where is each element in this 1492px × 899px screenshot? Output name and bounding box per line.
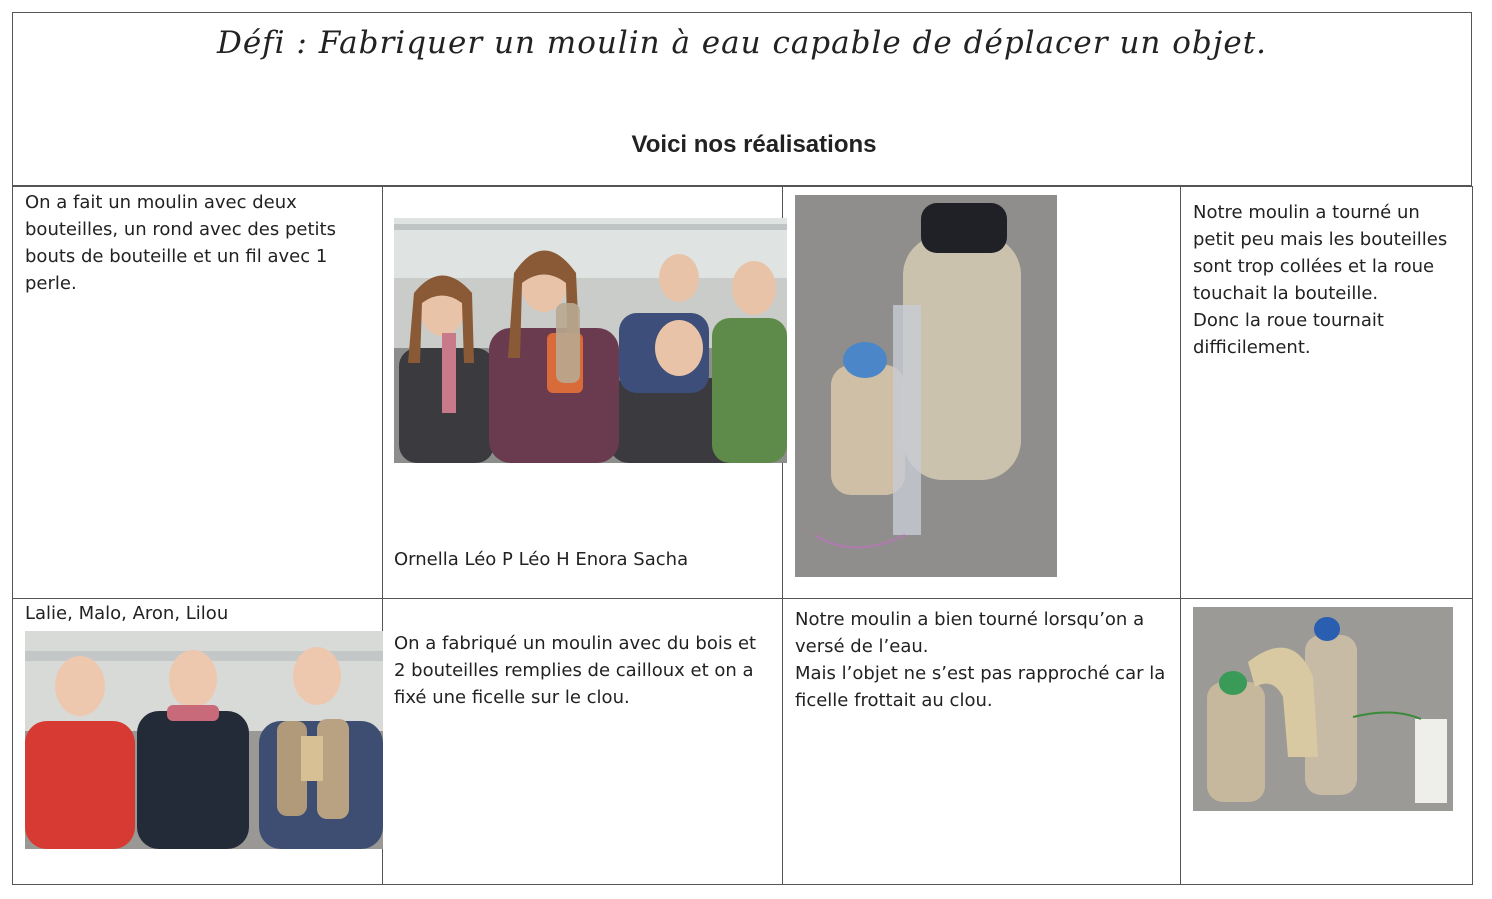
row2-model-photo-cell	[1181, 599, 1473, 885]
row2-result-text	[783, 599, 1180, 714]
group1-children-photo	[394, 218, 787, 463]
results-table	[12, 186, 1473, 885]
row2-result-line: Mais l’objet ne s’est pas rapproché car la ficelle frottait au clou.	[795, 663, 1166, 711]
group1-water-mill-photo	[795, 195, 1057, 577]
page-title: Défi : Fabriquer un moulin à eau capable de déplacer un objet.	[216, 25, 1268, 61]
row1-group-photo-cell	[383, 187, 783, 599]
worksheet	[12, 12, 1472, 884]
row1-result-line: Notre moulin a tourné un petit peu mais les bouteilles sont trop collées et la roue touchait la bouteille.	[1193, 202, 1448, 304]
row1-description: On a fait un moulin avec deux bouteilles, un rond avec des petits bouts de bouteille et un fil avec 1 perle.	[25, 192, 336, 294]
group2-names: Lalie, Malo, Aron, Lilou	[25, 603, 229, 624]
row2-description: On a fabriqué un moulin avec du bois et 2 bouteilles remplies de cailloux et on a fixé une ficelle sur le clou.	[394, 633, 757, 708]
group2-children-photo	[25, 631, 383, 849]
row1-result-cell	[1181, 187, 1473, 599]
header-cell	[12, 12, 1472, 186]
table-row	[13, 187, 1473, 599]
table-row	[13, 599, 1473, 885]
row2-result-cell	[783, 599, 1181, 885]
row1-model-photo-cell	[783, 187, 1181, 599]
group1-names: Ornella Léo P Léo H Enora Sacha	[394, 549, 689, 570]
page-subtitle: Voici nos réalisations	[631, 131, 877, 158]
row2-names-photo-cell	[13, 599, 383, 885]
row1-result-line: Donc la roue tournait difficilement.	[1193, 310, 1384, 358]
row2-description-cell	[383, 599, 783, 885]
group2-water-mill-photo	[1193, 607, 1453, 811]
row1-description-cell	[13, 187, 383, 599]
row2-result-line: Notre moulin a bien tourné lorsqu’on a versé de l’eau.	[795, 609, 1145, 657]
row1-result-text	[1181, 187, 1472, 361]
